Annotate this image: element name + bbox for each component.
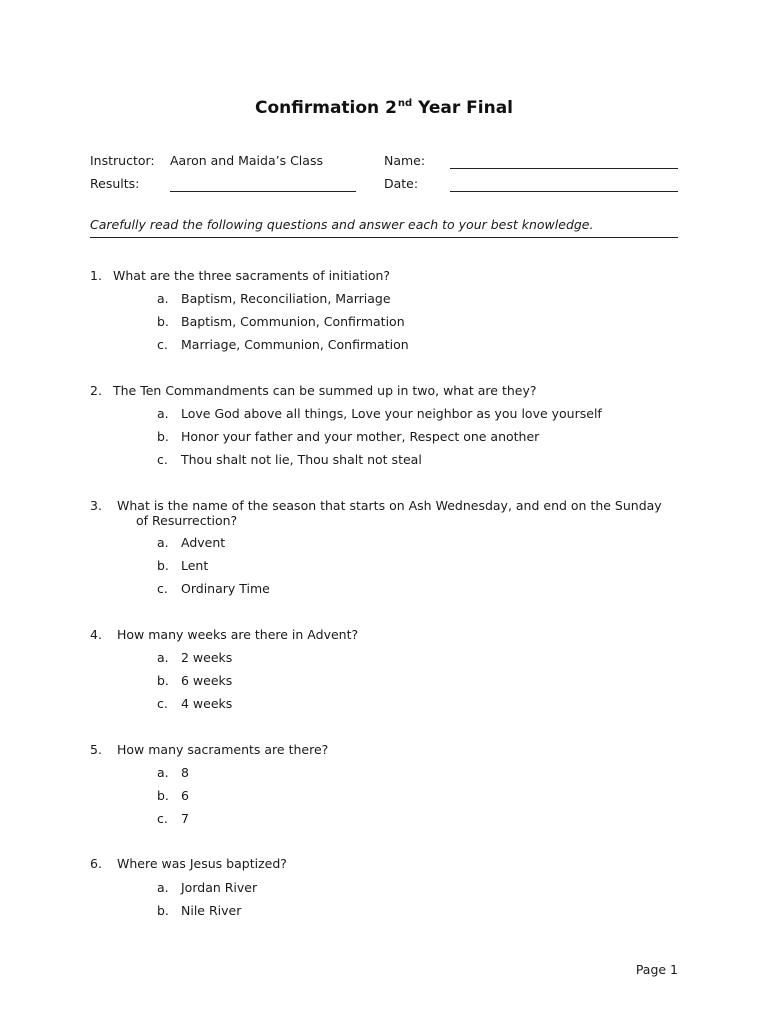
question-1-option-a[interactable]	[157, 291, 391, 306]
option-text: Thou shalt not lie, Thou shalt not steal	[181, 452, 422, 467]
title-rest: Year Final	[412, 98, 514, 118]
question-text-line-1: What is the name of the season that starts on Ash Wednesday, and end on the Sunday	[117, 498, 662, 513]
option-text: Nile River	[181, 903, 242, 918]
option-letter: b.	[157, 558, 169, 573]
question-2	[90, 383, 537, 398]
instructions-divider	[90, 237, 678, 238]
page-title	[0, 98, 768, 118]
option-letter: a.	[157, 765, 169, 780]
option-letter: c.	[157, 581, 168, 596]
option-text: 7	[181, 811, 189, 826]
option-text: Baptism, Reconciliation, Marriage	[181, 291, 391, 306]
question-3-continued	[136, 513, 237, 528]
question-6	[90, 856, 287, 871]
option-letter: a.	[157, 880, 169, 895]
option-letter: c.	[157, 696, 168, 711]
option-letter: c.	[157, 452, 168, 467]
option-letter: b.	[157, 788, 169, 803]
question-3	[90, 498, 662, 513]
option-text: 8	[181, 765, 189, 780]
results-answer-line[interactable]	[170, 191, 356, 192]
question-1-option-b[interactable]	[157, 314, 405, 329]
instructor-label: Instructor:	[90, 153, 155, 168]
option-text: Jordan River	[181, 880, 258, 895]
option-text: Honor your father and your mother, Respect one another	[181, 429, 540, 444]
question-5-option-b[interactable]	[157, 788, 189, 803]
option-letter: c.	[157, 337, 168, 352]
question-number: 1.	[90, 268, 102, 283]
question-number: 6.	[90, 856, 102, 871]
question-text: How many weeks are there in Advent?	[117, 627, 359, 642]
question-4	[90, 627, 358, 642]
name-answer-line[interactable]	[450, 168, 678, 169]
question-number: 3.	[90, 498, 102, 513]
option-letter: b.	[157, 314, 169, 329]
question-5-option-a[interactable]	[157, 765, 189, 780]
option-text: Baptism, Communion, Confirmation	[181, 314, 405, 329]
question-3-option-b[interactable]	[157, 558, 208, 573]
instructor-value: Aaron and Maida’s Class	[170, 153, 323, 168]
question-6-option-a[interactable]	[157, 880, 257, 895]
question-4-option-c[interactable]	[157, 696, 232, 711]
option-letter: a.	[157, 535, 169, 550]
question-text: The Ten Commandments can be summed up in two, what are they?	[113, 383, 537, 398]
date-label: Date:	[384, 176, 419, 191]
question-4-option-b[interactable]	[157, 673, 232, 688]
question-2-option-b[interactable]	[157, 429, 539, 444]
option-letter: b.	[157, 673, 169, 688]
title-main: Confirmation 2	[254, 98, 397, 118]
date-answer-line[interactable]	[450, 191, 678, 192]
option-letter: b.	[157, 903, 169, 918]
question-3-option-a[interactable]	[157, 535, 225, 550]
question-number: 4.	[90, 627, 102, 642]
question-text: Where was Jesus baptized?	[117, 856, 287, 871]
option-text: Love God above all things, Love your neighbor as you love yourself	[181, 406, 602, 421]
question-3-option-c[interactable]	[157, 581, 270, 596]
question-number: 2.	[90, 383, 102, 398]
name-label: Name:	[384, 153, 426, 168]
option-letter: c.	[157, 811, 168, 826]
page-number: Page 1	[635, 962, 678, 977]
title-superscript: nd	[397, 98, 413, 109]
option-text: Marriage, Communion, Confirmation	[181, 337, 409, 352]
option-letter: b.	[157, 429, 169, 444]
question-4-option-a[interactable]	[157, 650, 232, 665]
question-5-option-c[interactable]	[157, 811, 189, 826]
option-letter: a.	[157, 406, 169, 421]
question-6-option-b[interactable]	[157, 903, 241, 918]
results-label: Results:	[90, 176, 140, 191]
question-5	[90, 742, 328, 757]
question-number: 5.	[90, 742, 102, 757]
question-2-option-c[interactable]	[157, 452, 422, 467]
option-letter: a.	[157, 291, 169, 306]
option-text: 4 weeks	[181, 696, 233, 711]
option-text: 6	[181, 788, 189, 803]
question-text: How many sacraments are there?	[117, 742, 329, 757]
question-text-line-2: of Resurrection?	[136, 513, 238, 528]
option-text: 2 weeks	[181, 650, 233, 665]
question-2-option-a[interactable]	[157, 406, 602, 421]
option-text: Lent	[181, 558, 209, 573]
instructions-text: Carefully read the following questions and answer each to your best knowledge.	[90, 217, 594, 232]
option-letter: a.	[157, 650, 169, 665]
option-text: 6 weeks	[181, 673, 233, 688]
question-1-option-c[interactable]	[157, 337, 409, 352]
option-text: Ordinary Time	[181, 581, 270, 596]
question-text: What are the three sacraments of initiation?	[113, 268, 391, 283]
option-text: Advent	[181, 535, 226, 550]
question-1	[90, 268, 390, 283]
